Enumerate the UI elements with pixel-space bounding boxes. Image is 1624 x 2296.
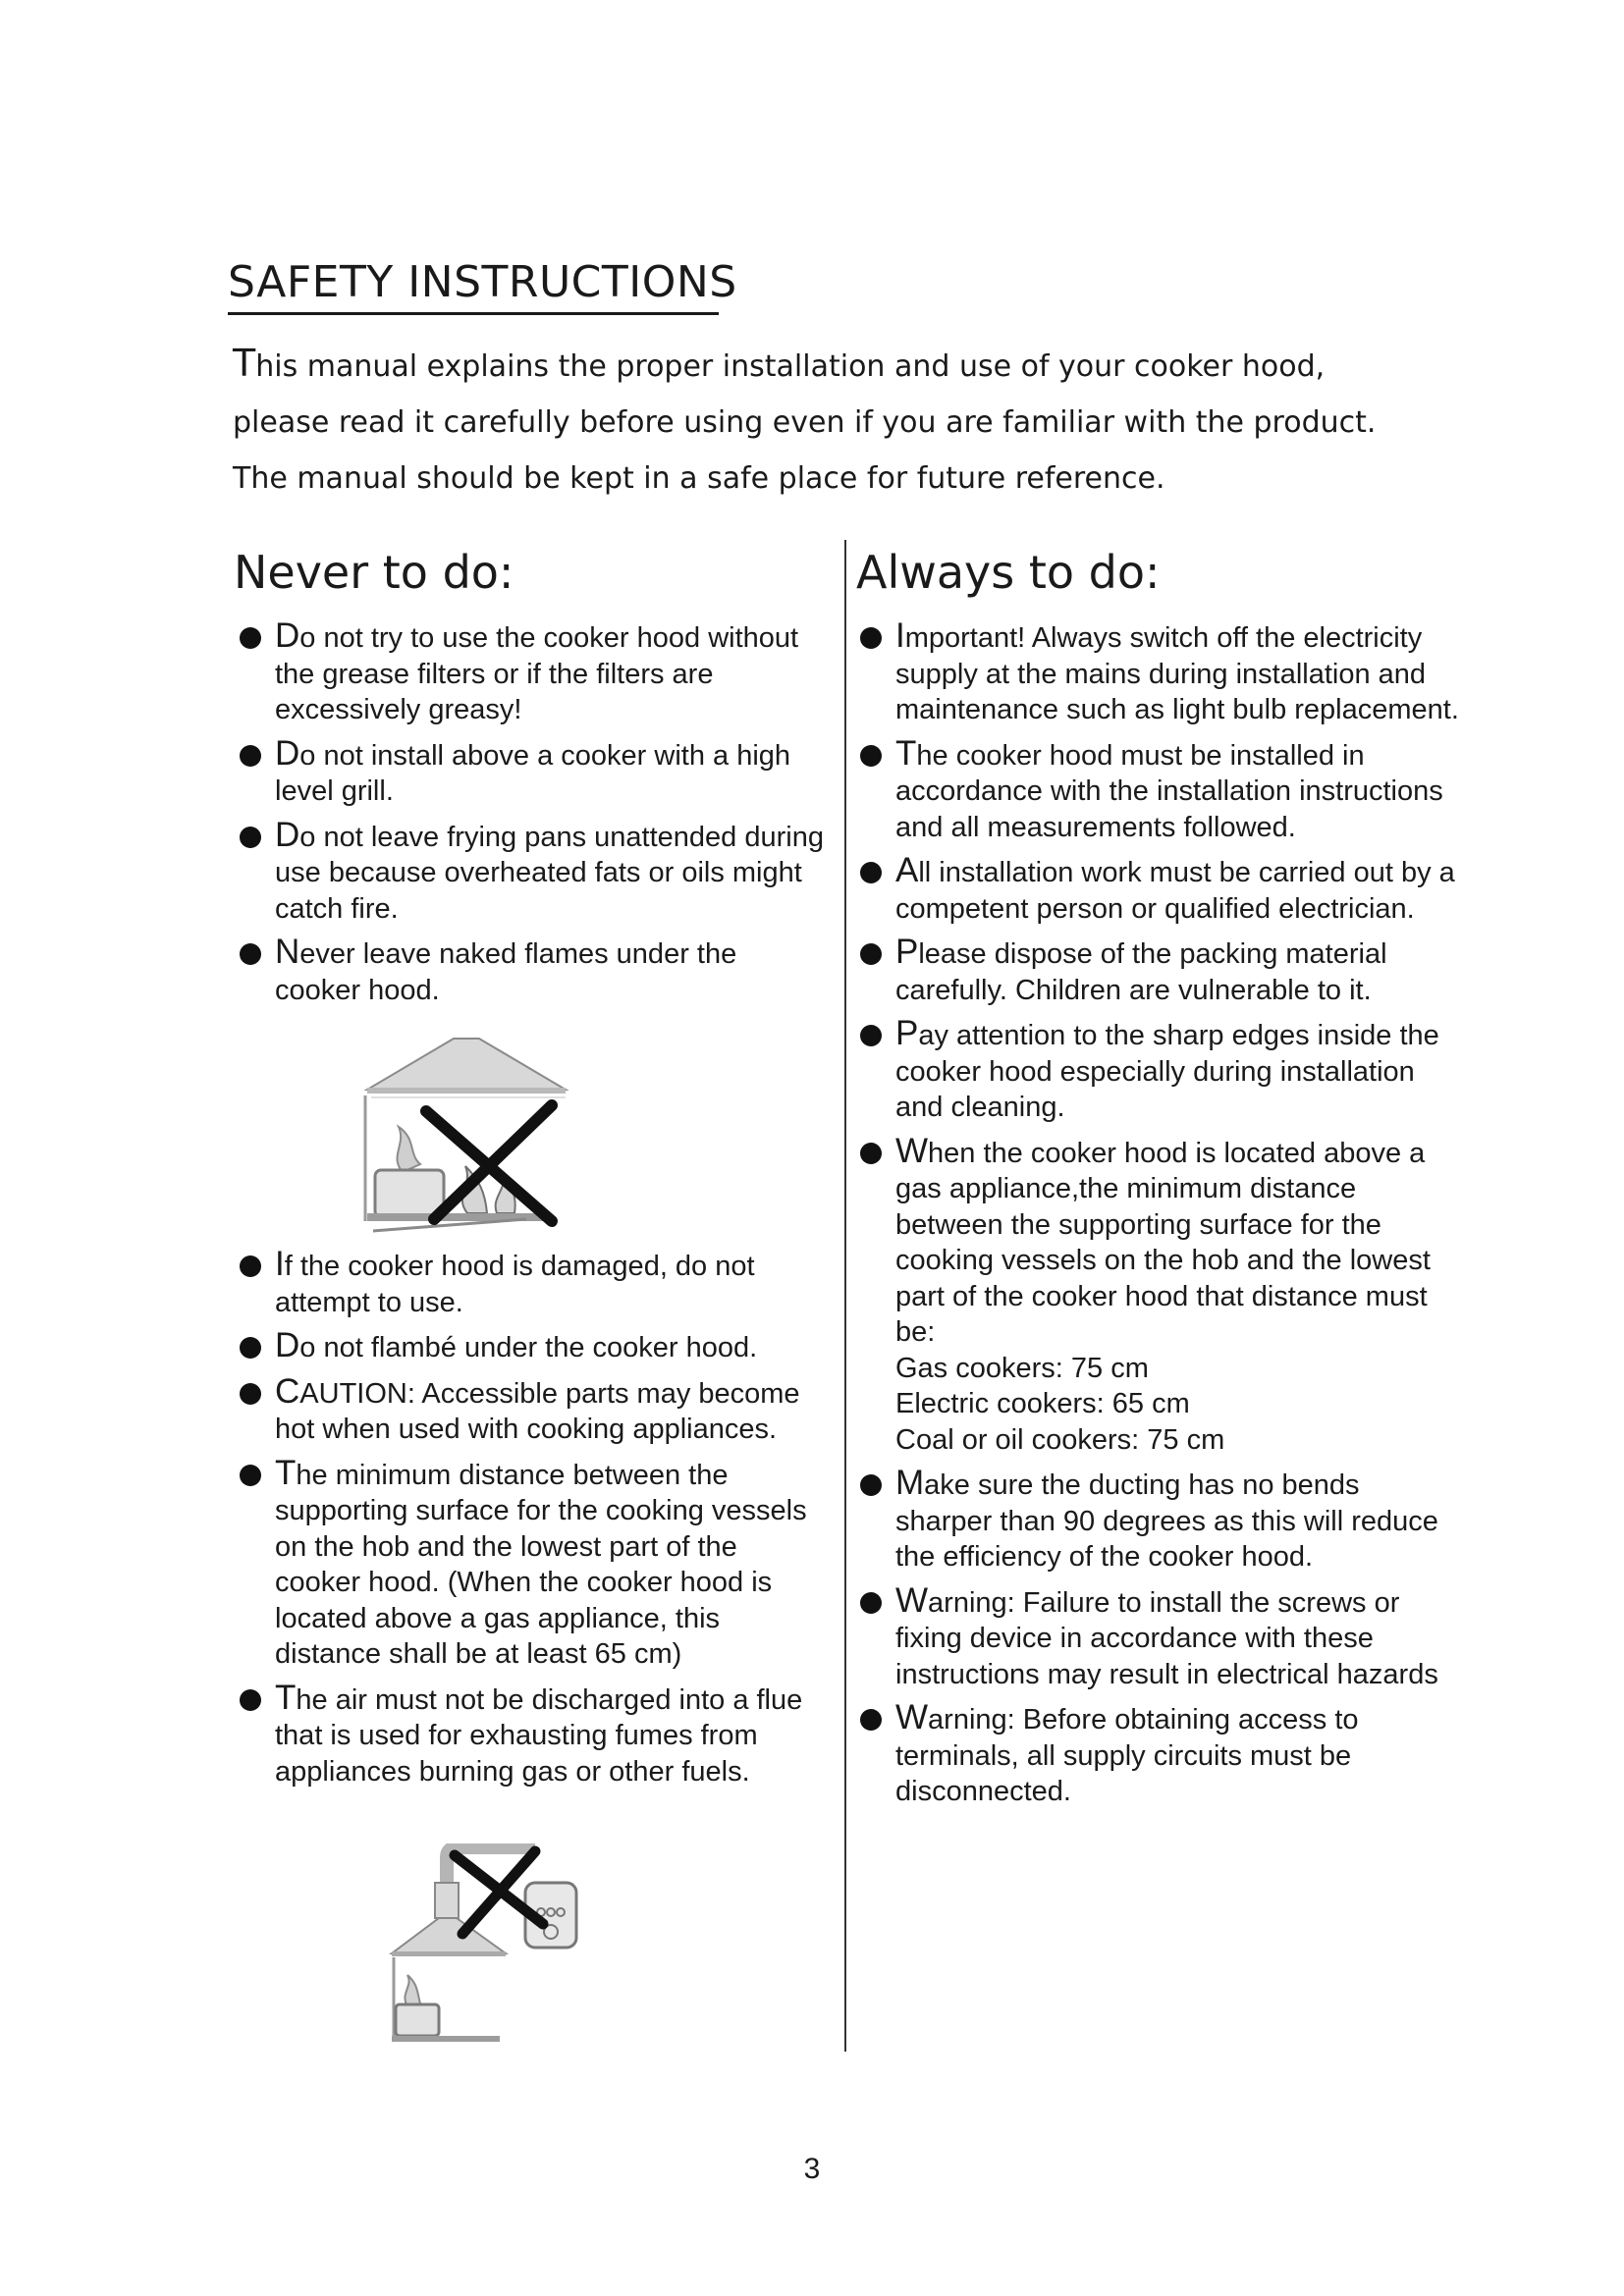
page-number: 3 [803, 2153, 821, 2185]
list-item: Please dispose of the packing material carefully. Children are vulnerable to it. [860, 934, 1459, 1008]
list-item: Pay attention to the sharp edges inside the cooker hood especially during installation and cleaning. [860, 1016, 1459, 1126]
never-heading: Never to do: [234, 546, 514, 599]
intro-initial: T [233, 342, 256, 385]
list-item: When the cooker hood is located above a gas appliance,the minimum distance between the supporting surface for the cooking vessels on the hob and the lowest part of the cooker hood that distance must be: Gas cookers: 75 cm Electric cookers: 65 cm Coal or oil cookers: 75 cm [860, 1134, 1459, 1459]
bullet-icon [860, 1474, 882, 1496]
bullet-icon [240, 1465, 261, 1486]
list-item: Do not flambé under the cooker hood. [240, 1328, 829, 1366]
never-list-continued [240, 1247, 829, 1797]
list-item: If the cooker hood is damaged, do not attempt to use. [240, 1247, 829, 1320]
list-item: The cooker hood must be installed in accordance with the installation instructions and all measurements followed. [860, 736, 1459, 846]
list-item: Warning: Failure to install the screws or fixing device in accordance with these instructions may result in electrical hazards [860, 1583, 1459, 1693]
intro-line-3: The manual should be kept in a safe place for future reference. [233, 461, 1165, 496]
bullet-icon [860, 862, 882, 883]
list-item: Warning: Before obtaining access to terminals, all supply circuits must be disconnected. [860, 1700, 1459, 1810]
list-item: Make sure the ducting has no bends sharper than 90 degrees as this will reduce the efficiency of the cooker hood. [860, 1466, 1459, 1575]
bullet-icon [240, 745, 261, 767]
bullet-icon [860, 1025, 882, 1046]
list-item: CAUTION: Accessible parts may become hot when used with cooking appliances. [240, 1374, 829, 1448]
intro-line-1-text: his manual explains the proper installation and use of your cooker hood, [255, 349, 1326, 384]
title-underline [228, 312, 719, 315]
list-item: All installation work must be carried out by a competent person or qualified electrician. [860, 853, 1459, 927]
bullet-icon [860, 627, 882, 649]
intro-paragraph [233, 336, 1460, 507]
list-item: The air must not be discharged into a flue that is used for exhausting fumes from appliances burning gas or other fuels. [240, 1681, 829, 1790]
bullet-icon [240, 1689, 261, 1711]
bullet-icon [240, 943, 261, 965]
intro-line-2: please read it carefully before using even if you are familiar with the product. [233, 405, 1377, 440]
distance-electric: Electric cookers: 65 cm [895, 1388, 1190, 1419]
list-item: Do not leave frying pans unattended during use because overheated fats or oils might catch fire. [240, 818, 829, 928]
bullet-icon [240, 1383, 261, 1405]
bullet-icon [240, 1337, 261, 1359]
bullet-icon [860, 1592, 882, 1614]
list-item: Never leave naked flames under the cooker hood. [240, 934, 829, 1008]
always-list [860, 618, 1459, 1818]
intro-line-1 [233, 336, 1460, 395]
bullet-icon [860, 1143, 882, 1164]
bullet-icon [860, 943, 882, 965]
no-flames-under-hood-illustration [359, 1029, 575, 1243]
bullet-icon [240, 827, 261, 848]
column-divider [844, 540, 846, 2052]
always-heading: Always to do: [856, 546, 1161, 599]
list-item: The minimum distance between the supporting surface for the cooking vessels on the hob and the lowest part of the cooker hood. (When the cooker hood is located above a gas appliance, this distance shall be at least 65 cm) [240, 1456, 829, 1673]
distance-coal-oil: Coal or oil cookers: 75 cm [895, 1423, 1225, 1456]
bullet-icon [240, 1255, 261, 1277]
page-title: SAFETY INSTRUCTIONS [228, 257, 737, 307]
list-item: Do not install above a cooker with a high level grill. [240, 736, 829, 810]
list-item: Important! Always switch off the electricity supply at the mains during installation and maintenance such as light bulb replacement. [860, 618, 1459, 728]
bullet-icon [860, 1709, 882, 1731]
no-shared-flue-illustration [388, 1843, 599, 2048]
bullet-icon [860, 745, 882, 767]
never-list [240, 618, 829, 1016]
bullet-icon [240, 627, 261, 649]
distance-gas: Gas cookers: 75 cm [895, 1352, 1149, 1384]
list-item: Do not try to use the cooker hood without the grease filters or if the filters are excessively greasy! [240, 618, 829, 728]
